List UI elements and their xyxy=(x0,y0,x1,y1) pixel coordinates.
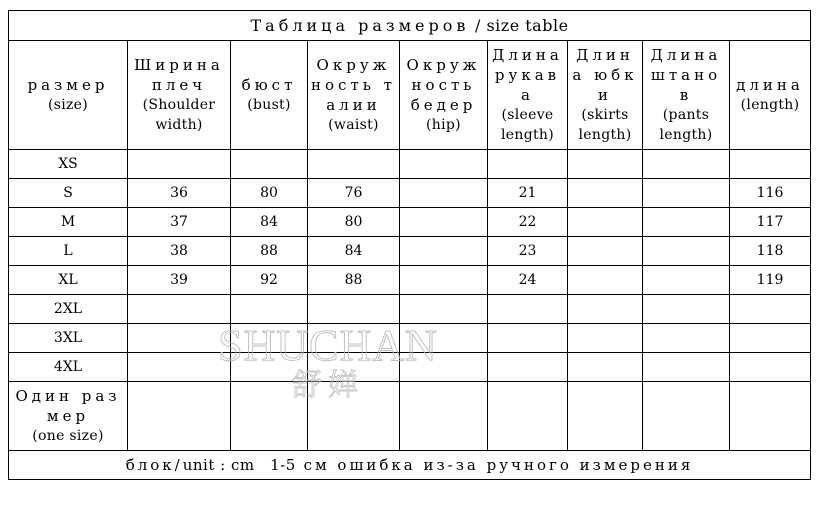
one-size-row xyxy=(9,382,811,451)
shoulder-cell xyxy=(128,324,231,353)
size-cell: XS xyxy=(9,150,128,179)
pants-cell xyxy=(643,382,730,451)
bust-cell xyxy=(231,295,308,324)
length-cell xyxy=(730,150,811,179)
bust-cell: 88 xyxy=(231,237,308,266)
footer-range: 1-5 xyxy=(270,456,296,474)
waist-cell: 76 xyxy=(308,179,400,208)
waist-cell xyxy=(308,295,400,324)
shoulder-cell xyxy=(128,382,231,451)
header-label-ru: Окружность бедер xyxy=(406,56,481,114)
skirt-cell xyxy=(568,295,643,324)
length-cell xyxy=(730,295,811,324)
header-size xyxy=(9,41,128,150)
pants-cell xyxy=(643,266,730,295)
header-label-ru: Ширина плеч xyxy=(134,56,224,94)
header-label-ru: длина xyxy=(736,76,804,94)
header-label-en: (length) xyxy=(740,97,800,113)
size-chart xyxy=(8,10,810,502)
header-label-en: (pants length) xyxy=(659,107,713,143)
header-label-en: (sleeve length) xyxy=(501,107,554,143)
size-cell: 3XL xyxy=(9,324,128,353)
shoulder-cell: 36 xyxy=(128,179,231,208)
hip-cell xyxy=(400,179,488,208)
bust-cell xyxy=(231,353,308,382)
table-row xyxy=(9,237,811,266)
footer-note xyxy=(9,451,811,480)
hip-cell xyxy=(400,324,488,353)
size-cell: XL xyxy=(9,266,128,295)
watermark-text-cn: 舒婵 xyxy=(292,368,364,403)
waist-cell xyxy=(308,324,400,353)
bust-cell: 80 xyxy=(231,179,308,208)
title-separator: / xyxy=(469,16,487,35)
sleeve-cell xyxy=(488,353,568,382)
hip-cell xyxy=(400,266,488,295)
shoulder-cell: 39 xyxy=(128,266,231,295)
header-label-ru: размер xyxy=(27,76,109,94)
header-label-en: (hip) xyxy=(426,117,461,133)
footer-unit-en: unit : cm xyxy=(182,456,255,474)
size-table xyxy=(8,10,811,480)
waist-cell xyxy=(308,382,400,451)
table-title xyxy=(9,11,811,41)
table-row xyxy=(9,150,811,179)
skirt-cell xyxy=(568,237,643,266)
watermark-text-en: SHUCHAN xyxy=(218,321,438,370)
size-cell: L xyxy=(9,237,128,266)
one-size-cell xyxy=(9,382,128,451)
bust-cell: 92 xyxy=(231,266,308,295)
header-skirt xyxy=(568,41,643,150)
header-shoulder xyxy=(128,41,231,150)
skirt-cell xyxy=(568,208,643,237)
hip-cell xyxy=(400,237,488,266)
length-cell xyxy=(730,324,811,353)
sleeve-cell: 24 xyxy=(488,266,568,295)
pants-cell xyxy=(643,295,730,324)
size-cell: 2XL xyxy=(9,295,128,324)
length-cell: 118 xyxy=(730,237,811,266)
sleeve-cell: 21 xyxy=(488,179,568,208)
hip-cell xyxy=(400,150,488,179)
table-row xyxy=(9,324,811,353)
sleeve-cell xyxy=(488,324,568,353)
shoulder-cell xyxy=(128,295,231,324)
bust-cell: 84 xyxy=(231,208,308,237)
bust-cell xyxy=(231,382,308,451)
header-label-ru: Длина штанов xyxy=(650,46,722,104)
size-cell: 4XL xyxy=(9,353,128,382)
header-label-ru: Длина юбки xyxy=(572,46,638,104)
skirt-cell xyxy=(568,179,643,208)
waist-cell: 80 xyxy=(308,208,400,237)
pants-cell xyxy=(643,208,730,237)
header-waist xyxy=(308,41,400,150)
size-cell: M xyxy=(9,208,128,237)
header-label-en: (size) xyxy=(47,97,89,113)
header-label-ru: Длина рукава xyxy=(492,46,563,104)
table-row xyxy=(9,295,811,324)
shoulder-cell: 37 xyxy=(128,208,231,237)
pants-cell xyxy=(643,179,730,208)
sleeve-cell xyxy=(488,150,568,179)
waist-cell xyxy=(308,353,400,382)
header-length xyxy=(730,41,811,150)
shoulder-cell xyxy=(128,150,231,179)
header-label-ru: бюст xyxy=(241,76,297,94)
header-label-en: (Shoulder width) xyxy=(142,97,216,133)
one-size-label-en: (one size) xyxy=(32,428,104,444)
table-row xyxy=(9,208,811,237)
waist-cell: 88 xyxy=(308,266,400,295)
pants-cell xyxy=(643,150,730,179)
header-row xyxy=(9,41,811,150)
sleeve-cell: 23 xyxy=(488,237,568,266)
length-cell xyxy=(730,353,811,382)
footer-row xyxy=(9,451,811,480)
skirt-cell xyxy=(568,150,643,179)
pants-cell xyxy=(643,324,730,353)
hip-cell xyxy=(400,295,488,324)
length-cell: 116 xyxy=(730,179,811,208)
skirt-cell xyxy=(568,266,643,295)
header-bust xyxy=(231,41,308,150)
length-cell xyxy=(730,382,811,451)
waist-cell: 84 xyxy=(308,237,400,266)
header-label-ru: Окружность талии xyxy=(311,56,396,114)
shoulder-cell xyxy=(128,353,231,382)
table-row xyxy=(9,179,811,208)
skirt-cell xyxy=(568,382,643,451)
sleeve-cell xyxy=(488,382,568,451)
title-ru: Таблица размеров xyxy=(250,16,470,35)
header-hip xyxy=(400,41,488,150)
one-size-label-ru: Один размер xyxy=(15,387,121,425)
pants-cell xyxy=(643,237,730,266)
bust-cell xyxy=(231,324,308,353)
shoulder-cell: 38 xyxy=(128,237,231,266)
bust-cell xyxy=(231,150,308,179)
hip-cell xyxy=(400,208,488,237)
header-sleeve xyxy=(488,41,568,150)
table-title-row xyxy=(9,11,811,41)
pants-cell xyxy=(643,353,730,382)
header-label-en: (waist) xyxy=(328,117,379,133)
table-row xyxy=(9,266,811,295)
table-row xyxy=(9,353,811,382)
skirt-cell xyxy=(568,324,643,353)
hip-cell xyxy=(400,353,488,382)
length-cell: 117 xyxy=(730,208,811,237)
footer-unit-ru: блок/ xyxy=(125,456,183,474)
header-pants xyxy=(643,41,730,150)
header-label-en: (bust) xyxy=(247,97,291,113)
footer-error-note: см ошибка из-за ручного измерения xyxy=(303,456,694,474)
skirt-cell xyxy=(568,353,643,382)
sleeve-cell xyxy=(488,295,568,324)
size-cell: S xyxy=(9,179,128,208)
header-label-en: (skirts length) xyxy=(578,107,632,143)
hip-cell xyxy=(400,382,488,451)
sleeve-cell: 22 xyxy=(488,208,568,237)
waist-cell xyxy=(308,150,400,179)
title-en: size table xyxy=(486,16,569,35)
length-cell: 119 xyxy=(730,266,811,295)
